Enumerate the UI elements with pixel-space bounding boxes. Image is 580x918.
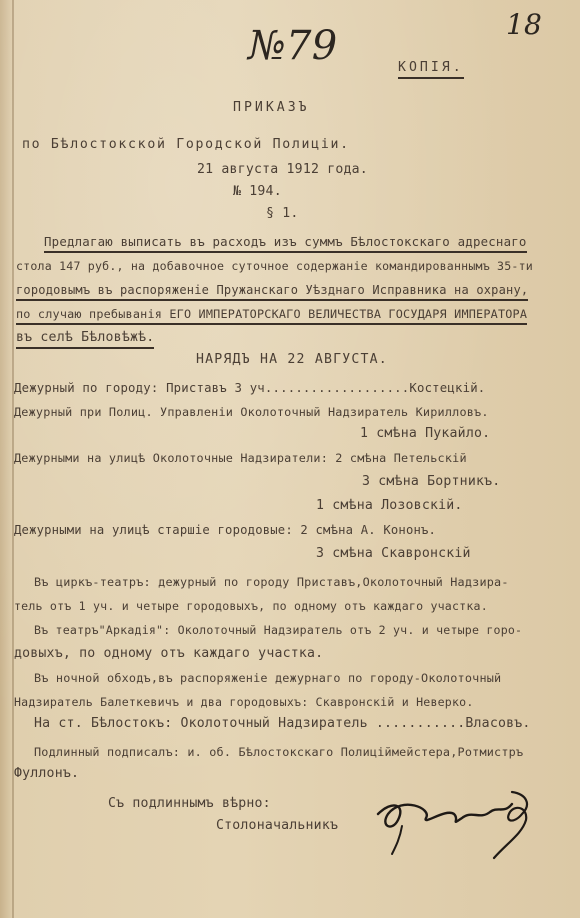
duty-line: 3 смѣна Скавронскій [316,546,471,561]
body-line: стола 147 руб., на добавочное суточное содержаніе командированнымъ 35-ти [16,259,533,273]
assignment-line: тель отъ 1 уч. и четыре городовыхъ, по одному отъ каждаго участка. [14,599,488,613]
order-subtitle: по Бѣлостокской Городской Полиціи. [22,137,350,152]
assignment-line: Въ театръ"Аркадія": Околоточный Надзиратель отъ 2 уч. и четыре горо- [34,623,523,637]
copy-label: КОПІЯ. [398,60,464,79]
assignment-line: Въ ночной обходъ,въ распоряженіе дежурнаго по городу-Околоточный [34,671,502,685]
body-line: по случаю пребыванія ЕГО ИМПЕРАТОРСКАГО ВЕЛИЧЕСТВА ГОСУДАРЯ ИМПЕРАТОРА [16,306,527,325]
assignment-line: довыхъ, по одному отъ каждаго участка. [14,646,324,661]
body-line: городовымъ въ распоряженіе Пружанскаго Уѣзднаго Исправника на охрану, [16,282,528,301]
section-mark: § 1. [266,206,299,221]
duty-line: Дежурный по городу: Приставъ 3 уч...................Костецкій. [14,381,486,395]
closing-line: Фуллонъ. [14,766,80,781]
duty-line: 3 смѣна Бортникъ. [362,474,501,489]
order-date: 21 августа 1912 года. [197,162,368,177]
handwritten-folio: 18 [506,8,543,41]
assignment-line: Надзиратель Балеткевичъ и два городовыхъ: Скавронскій и Неверко. [14,695,474,709]
order-number: № 194. [233,184,282,199]
handwritten-number: №79 [248,23,338,69]
duty-line: Дежурными на улицѣ Околоточные Надзиратели: 2 смѣна Петельскій [14,451,467,465]
order-title: ПРИКАЗЪ [233,100,310,115]
duty-title: НАРЯДЪ НА 22 АВГУСТА. [196,352,388,367]
certification-verified: Съ подлиннымъ вѣрно: [108,796,271,811]
assignment-line: На ст. Бѣлостокъ: Околоточный Надзиратель ...........Власовъ. [34,716,531,731]
duty-line: 1 смѣна Лозовскій. [316,498,463,513]
closing-line: Подлинный подписалъ: и. об. Бѣлостокскаго Полиціймейстера,Ротмистръ [34,745,524,759]
duty-line: 1 смѣна Пукайло. [360,426,491,441]
handwritten-signature [362,774,540,870]
certification-clerk: Столоначальникъ [216,818,339,833]
body-line: Предлагаю выписать въ расходъ изъ суммъ Бѣлостокскаго адреснаго [44,234,527,253]
duty-line: Дежурными на улицѣ старшіе городовые: 2 смѣна А. Кононъ. [14,523,437,537]
duty-line: Дежурный при Полиц. Управленіи Околоточный Надзиратель Кирилловъ. [14,405,489,419]
body-line: въ селѣ Бѣловѣжѣ. [16,330,154,349]
assignment-line: Въ циркъ-театръ: дежурный по городу Приставъ,Околоточный Надзира- [34,575,509,589]
